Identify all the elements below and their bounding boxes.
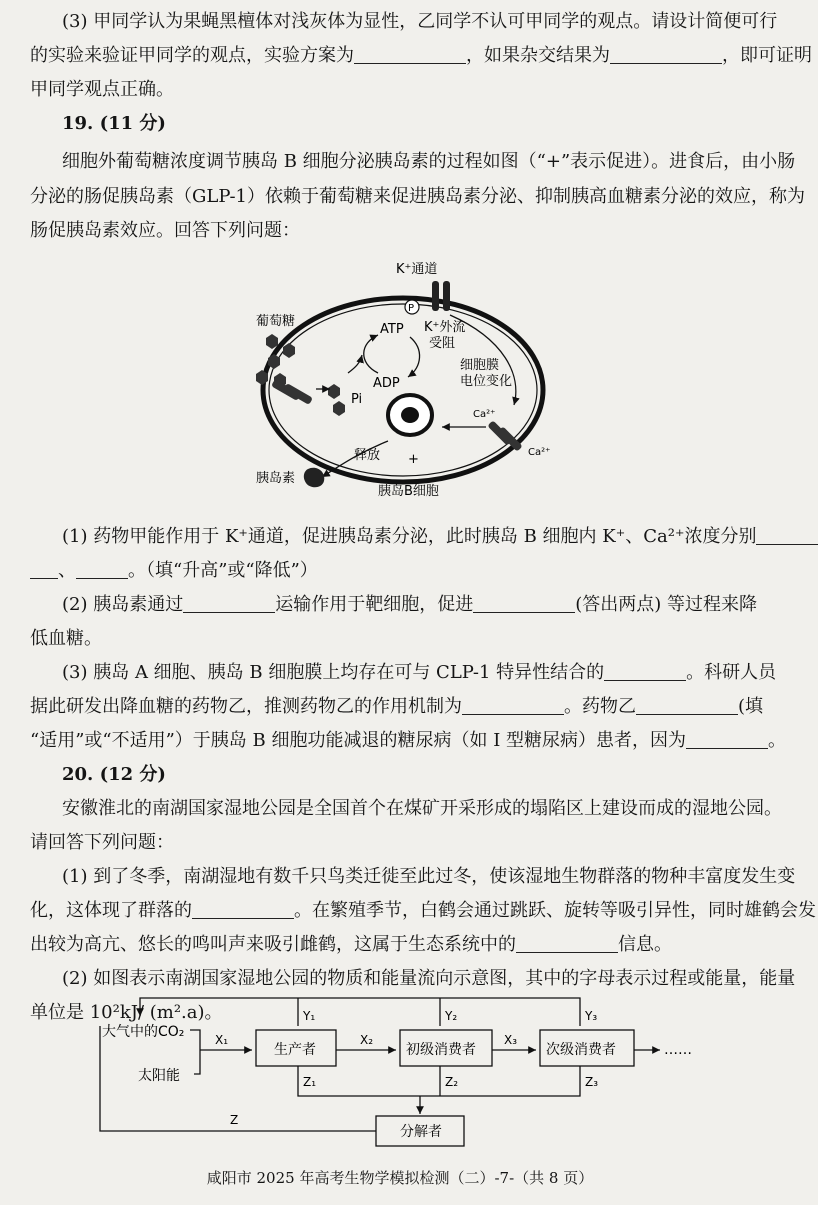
q19-p3-line3: “适用”或“不适用”）于胰岛 B 细胞功能减退的糖尿病（如 I 型糖尿病）患者，因为 。	[30, 730, 787, 751]
q19-intro-line3: 肠促胰岛素效应。回答下列问题：	[30, 220, 300, 241]
q19-p1-line2: 、 。（填“升高”或“降低”）	[30, 559, 782, 583]
answer-blank[interactable]	[604, 662, 686, 681]
b-cell-label: 胰岛B细胞	[378, 484, 439, 499]
answer-blank[interactable]	[76, 560, 128, 579]
y1-label: Y₁	[303, 1009, 316, 1023]
answer-blank[interactable]	[462, 696, 564, 715]
k-outflow-label: K⁺外流	[424, 320, 466, 335]
q20-intro-line2: 请回答下列问题：	[30, 832, 174, 853]
glucose-label: 葡萄糖	[256, 314, 296, 329]
z-label: Z	[230, 1113, 239, 1127]
q19-heading: 19. (11 分)	[62, 113, 166, 134]
insulin-label: 胰岛素	[256, 471, 296, 486]
glucose-transporter-icon	[271, 379, 313, 405]
q20-p1-line3: 出较为高亢、悠长的鸣叫声来吸引雌鹤，这属于生态系统中的 信息。	[30, 934, 672, 955]
plus-sign: +	[408, 452, 419, 467]
q18-3-line1: (3) 甲同学认为果蝇黑檀体对浅灰体为显性，乙同学不认可甲同学的观点。请设计简便可行	[62, 11, 778, 32]
page-footer: 咸阳市 2025 年高考生物学模拟检测（二）-7-（共 8 页）	[206, 1169, 594, 1187]
q20-p2-line1: (2) 如图表示南湖国家湿地公园的物质和能量流向示意图，其中的字母表示过程或能量，能量	[62, 968, 796, 989]
answer-blank[interactable]	[610, 45, 722, 64]
answer-blank[interactable]	[354, 45, 466, 64]
atmospheric-co2-label: 大气中的CO₂	[102, 1024, 185, 1040]
producer-label: 生产者	[274, 1042, 316, 1058]
q20-p1-line1: (1) 到了冬季，南湖湿地有数千只鸟类迁徙至此过冬，使该湿地生物群落的物种丰富度发生变	[62, 866, 796, 887]
answer-blank[interactable]	[756, 526, 818, 545]
answer-blank[interactable]	[516, 934, 618, 953]
q18-3-line2: 的实验来验证甲同学的观点，实验方案为 ，如果杂交结果为 ，即可证明	[30, 45, 812, 66]
x3-label: X₃	[504, 1033, 518, 1047]
q19-p2-line1: (2) 胰岛素通过 运输作用于靶细胞，促进 (答出两点) 等过程来降	[62, 594, 757, 615]
answer-blank[interactable]	[686, 730, 768, 749]
q20-intro-line1: 安徽淮北的南湖国家湿地公园是全国首个在煤矿开采形成的塌陷区上建设而成的湿地公园。	[62, 798, 782, 819]
pi-label: Pi	[351, 392, 363, 407]
z2-label: Z₂	[445, 1075, 459, 1089]
q19-p2-line2: 低血糖。	[30, 628, 102, 649]
q19-intro-line2: 分泌的肠促胰岛素（GLP-1）依赖于葡萄糖来促进胰岛素分泌、抑制胰高血糖素分泌的效应，称为	[30, 186, 805, 207]
x2-label: X₂	[360, 1033, 374, 1047]
continuation-dots: ……	[664, 1042, 692, 1058]
islet-b-cell-diagram	[238, 255, 568, 500]
energy-flow-diagram	[90, 990, 710, 1150]
ca-outside-label: Ca²⁺	[528, 447, 551, 458]
z3-label: Z₃	[585, 1075, 599, 1089]
q20-p1-line2: 化，这体现了群落的 。在繁殖季节，白鹤会通过跳跃、旋转等吸引异性，同时雄鹤会发	[30, 900, 816, 921]
answer-blank[interactable]	[473, 594, 575, 613]
k-channel-label: K⁺通道	[396, 262, 438, 277]
ca-inside-label: Ca²⁺	[473, 409, 496, 420]
secondary-consumer-label: 次级消费者	[546, 1042, 616, 1058]
insulin-granule-icon	[304, 468, 324, 488]
z1-label: Z₁	[303, 1075, 317, 1089]
k-outflow-blocked-label: 受阻	[429, 336, 456, 351]
y2-label: Y₂	[445, 1009, 458, 1023]
phosphate-label: P	[408, 303, 415, 314]
potential-change-label: 电位变化	[460, 374, 513, 389]
q19-p3-line1: (3) 胰岛 A 细胞、胰岛 B 细胞膜上均存在可与 CLP-1 特异性结合的 。科研人员	[62, 662, 777, 683]
membrane-label: 细胞膜	[460, 358, 500, 373]
ca-channel-icon	[487, 420, 522, 451]
x1-label: X₁	[215, 1033, 229, 1047]
k-channel-icon	[432, 281, 450, 311]
glucose-molecules-icon	[256, 334, 345, 416]
q19-p1-line1: (1) 药物甲能作用于 K⁺通道，促进胰岛素分泌，此时胰岛 B 细胞内 K⁺、Ca²⁺浓度分别	[62, 525, 782, 549]
q19-p3-line2: 据此研发出降血糖的药物乙，推测药物乙的作用机制为 。药物乙 (填	[30, 696, 764, 717]
adp-label: ADP	[373, 376, 400, 391]
q19-intro-line1: 细胞外葡萄糖浓度调节胰岛 B 细胞分泌胰岛素的过程如图（“+”表示促进）。进食后，由小肠	[62, 151, 796, 172]
answer-blank[interactable]	[183, 594, 275, 613]
solar-energy-label: 太阳能	[138, 1068, 180, 1084]
answer-blank[interactable]	[30, 560, 58, 579]
release-label: 释放	[354, 448, 381, 463]
q18-3-line3: 甲同学观点正确。	[30, 79, 174, 100]
q20-p2-line2: 单位是 10²kJ/ (m².a)。	[30, 1002, 223, 1023]
atp-label: ATP	[380, 322, 404, 337]
y3-label: Y₃	[585, 1009, 598, 1023]
decomposer-label: 分解者	[400, 1124, 442, 1140]
q20-heading: 20. (12 分)	[62, 764, 166, 785]
primary-consumer-label: 初级消费者	[406, 1042, 476, 1058]
answer-blank[interactable]	[192, 900, 294, 919]
answer-blank[interactable]	[636, 696, 738, 715]
